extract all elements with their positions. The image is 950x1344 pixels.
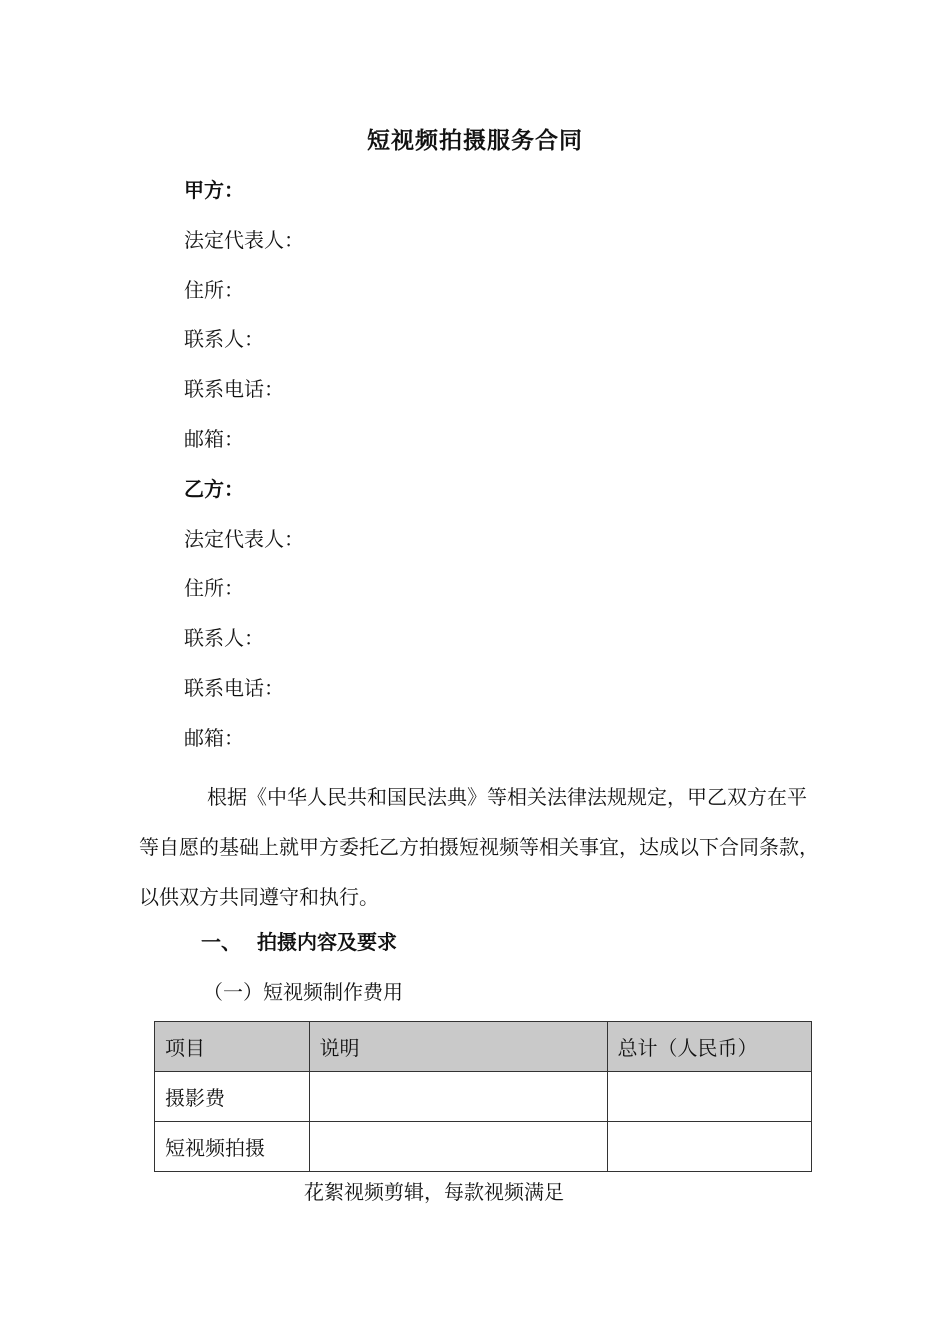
fee-table-header-row xyxy=(155,1022,812,1072)
party-b-heading: 乙方： xyxy=(184,476,244,501)
row-item: 摄影费 xyxy=(155,1072,310,1122)
table-row xyxy=(155,1072,812,1122)
party-a-heading: 甲方： xyxy=(184,178,244,202)
preamble-paragraph xyxy=(139,772,819,922)
party-b-contact: 联系人： xyxy=(184,626,264,651)
fee-table xyxy=(154,1021,812,1172)
party-a-legal-rep: 法定代表人： xyxy=(184,227,304,252)
header-item: 项目 xyxy=(155,1022,310,1072)
party-b-phone: 联系电话： xyxy=(184,675,284,700)
party-a-contact: 联系人： xyxy=(184,327,264,352)
party-b-address: 住所： xyxy=(184,576,244,601)
section-1-title: 拍摄内容及要求 xyxy=(257,930,397,954)
row-total xyxy=(607,1072,811,1122)
header-total: 总计（人民币） xyxy=(607,1022,811,1072)
party-a-phone: 联系电话： xyxy=(184,377,284,402)
subsection-heading: （一）短视频制作费用 xyxy=(203,980,403,1004)
row-description xyxy=(309,1122,607,1172)
row-total xyxy=(607,1122,811,1172)
party-info-block xyxy=(184,175,304,773)
party-b-email: 邮箱： xyxy=(184,725,244,750)
preamble-text: 根据《中华人民共和国民法典》等相关法律法规规定，甲乙双方在平等自愿的基础上就甲方委托乙方拍摄短视频等相关事宜，达成以下合同条款，以供双方共同遵守和执行。 xyxy=(139,785,819,909)
header-description: 说明 xyxy=(309,1022,607,1072)
party-b-legal-rep: 法定代表人： xyxy=(184,526,304,551)
party-a-address: 住所： xyxy=(184,277,244,302)
table-row xyxy=(155,1122,812,1172)
document-title: 短视频拍摄服务合同 xyxy=(367,128,583,154)
section-1-number: 一、 xyxy=(201,930,241,954)
party-a-email: 邮箱： xyxy=(184,426,244,451)
section-1-heading xyxy=(201,926,397,955)
row-item: 短视频拍摄 xyxy=(155,1122,310,1172)
row-description xyxy=(309,1072,607,1122)
trailing-text: 花絮视频剪辑，每款视频满足 xyxy=(304,1180,564,1204)
